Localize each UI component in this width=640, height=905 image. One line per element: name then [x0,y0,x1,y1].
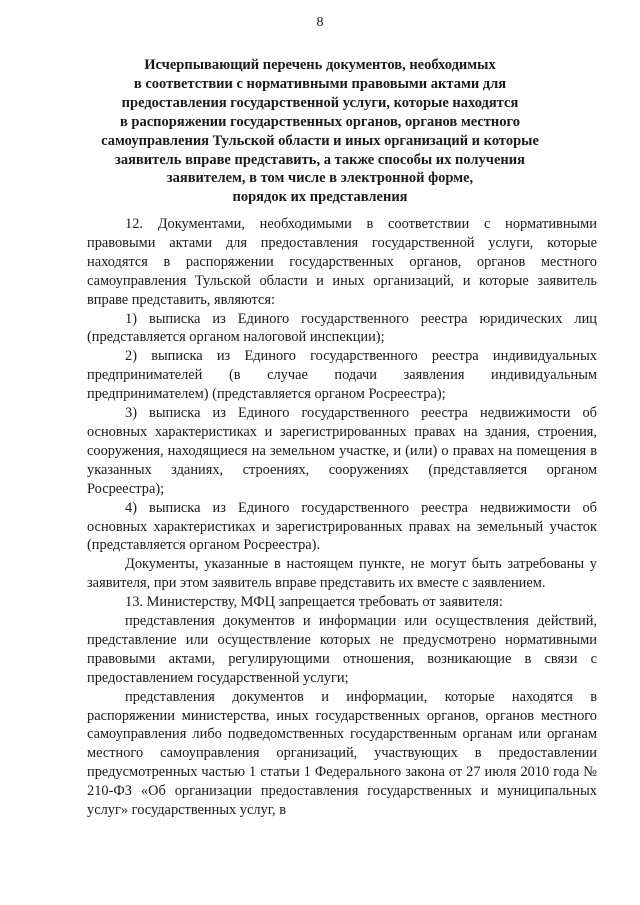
list-item-4: 4) выписка из Единого государственного реестра недвижимости об основных характеристиках и зарегистрированных правах на земельный участок (представляется органом Росреестра). [87,499,597,554]
list-item-1: 1) выписка из Единого государственного реестра юридических лиц (представляется органом налоговой инспекции); [87,310,597,346]
list-item-2: 2) выписка из Единого государственного реестра индивидуальных предпринимателей (в случае подачи заявления индивидуальным предпринимателем) (представляется органом Росреестра); [87,348,597,403]
heading-line: самоуправления Тульской области и иных организаций и которые [101,132,539,149]
paragraph-note: Документы, указанные в настоящем пункте, не могут быть затребованы у заявителя, при этом заявитель вправе представить их вместе с заявлением. [87,556,597,592]
list-item-3: 3) выписка из Единого государственного реестра недвижимости об основных характеристиках и зарегистрированных правах на здания, строения, сооружения, находящиеся на земельном участке, и (или) о правах на помещения в указанных зданиях, строениях, сооружениях (представляется органом Росреестра); [87,405,597,497]
paragraph-12: 12. Документами, необходимыми в соответствии с нормативными правовыми актами для предоставления государственной услуги, которые находятся в распоряжении государственных органов, органов местного самоуправления Тульской области и иных организаций, и которые заявитель вправе представить, являются: [87,216,597,308]
document-body [87,215,597,820]
paragraph-13: 13. Министерству, МФЦ запрещается требовать от заявителя: [125,594,503,611]
paragraph-13-item: представления документов и информации или осуществления действий, представление или осуществление которых не предусмотрено нормативными правовыми актами, регулирующими отношения, возникающие в связи с предоставлением государственной услуги; [87,613,597,686]
section-heading [100,56,540,207]
heading-line: Исчерпывающий перечень документов, необходимых [144,57,496,73]
paragraph-13-item: представления документов и информации, которые находятся в распоряжении министерства, иных государственных органов, органов местного самоуправления либо подведомственных государственным органам или органам местного самоуправления организаций, участвующих в предоставлении предусмотренных частью 1 статьи 1 Федерального закона от 27 июля 2010 года № 210-ФЗ «Об организации предоставления государственных и муниципальных услуг» государственных услуг, в [87,688,597,819]
heading-line: в распоряжении государственных органов, органов местного [119,113,521,130]
heading-line: заявителем, в том числе в электронной форме, [166,170,474,187]
heading-line: предоставления государственной услуги, которые находятся [121,94,519,111]
heading-line: порядок их представления [232,189,408,206]
heading-line: заявитель вправе представить, а также способы их получения [115,151,525,168]
page-number: 8 [316,15,324,30]
heading-line: в соответствии с нормативными правовыми актами для [133,75,507,92]
